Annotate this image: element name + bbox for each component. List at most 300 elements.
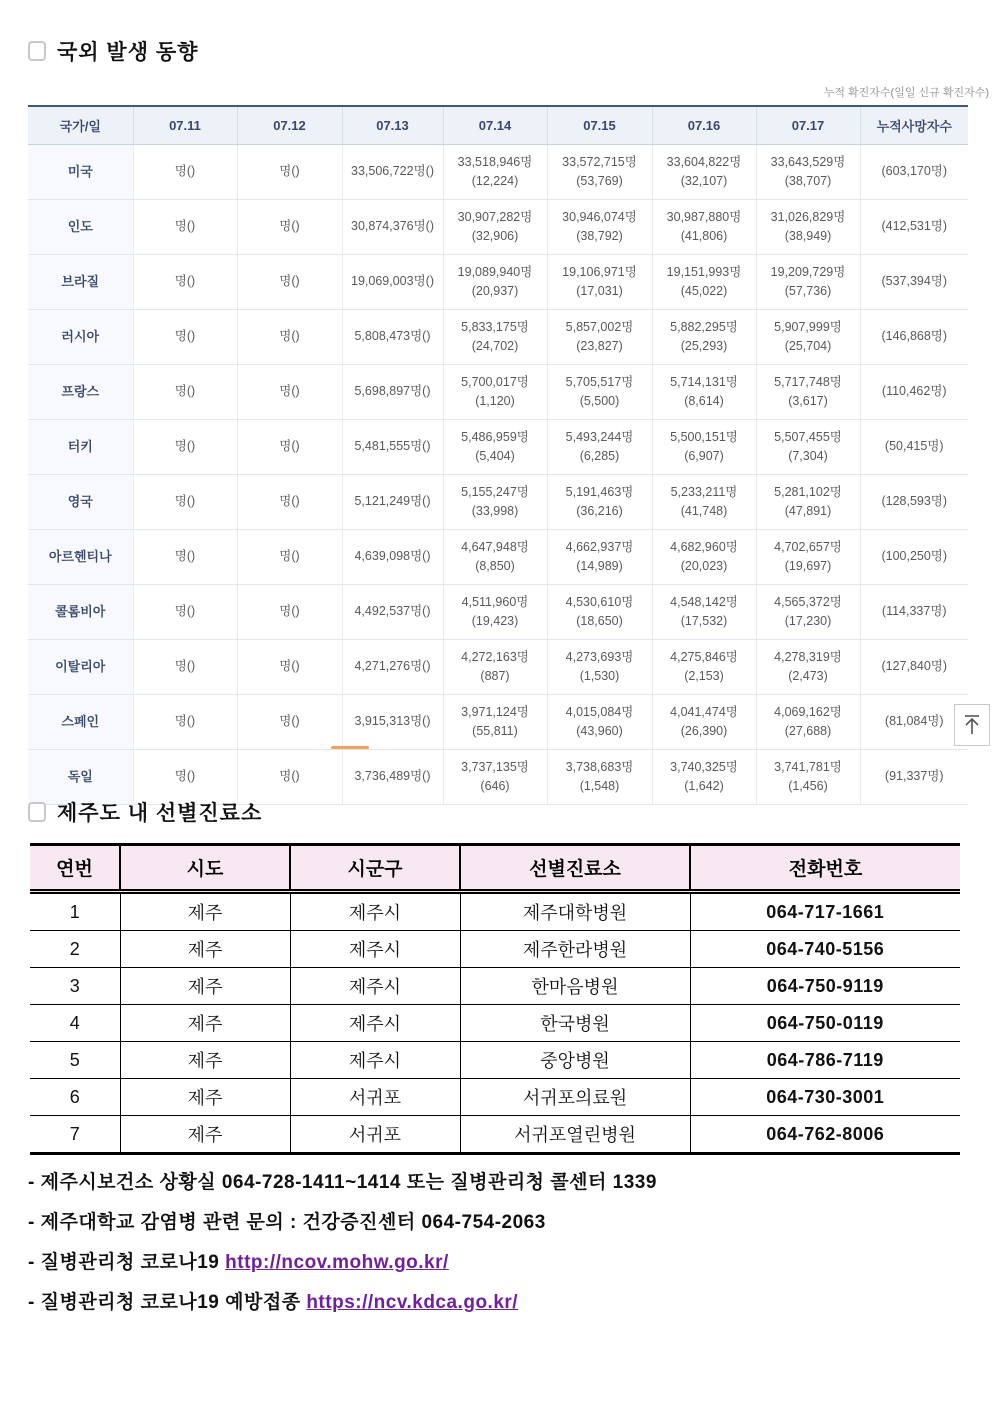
data-cell: 제주 [120,1116,290,1154]
data-cell [547,530,652,585]
cell-line: 5,481,555명() [354,439,431,454]
cell-line: 5,705,517명 [565,374,634,389]
cell-line: (33,998) [471,504,519,518]
table-row [28,420,968,475]
cell-line: (45,022) [680,284,728,298]
cell-line: (43,960) [576,724,623,738]
cell-line: 5,907,999명 [774,319,842,334]
cell-line: 19,089,940명 [457,264,533,279]
cell-line: 19,151,993명 [666,264,742,279]
data-cell [652,255,756,310]
data-cell [133,585,237,640]
cell-line: 4,662,937명 [565,539,634,554]
cell-line: 30,874,376명() [351,219,434,234]
cell-line: (17,532) [680,614,728,628]
data-cell: 제주 [120,931,290,968]
cell-line: 4,271,276명() [354,659,431,674]
cell-line: (17,031) [576,284,623,298]
table-row [30,1079,960,1116]
data-cell [860,750,968,805]
data-cell [547,255,652,310]
cell-line: (1,120) [475,394,515,408]
cell-line: (38,949) [784,229,832,243]
note-text: - 질병관리청 코로나19 [28,1252,226,1273]
data-cell [756,750,860,805]
cell-line: 명() [279,604,300,619]
note-text: - 제주대학교 감염병 관련 문의 : 건강증진센터 064-754-2063 [28,1212,546,1233]
cell-line: (2,153) [684,669,724,683]
cell-line: 19,069,003명() [351,274,434,289]
data-cell [756,475,860,530]
data-cell [652,145,756,200]
data-cell [547,475,652,530]
data-cell: 한국병원 [460,1005,690,1042]
cell-line: 명() [174,714,196,729]
cell-line: (32,107) [680,174,728,188]
clinics-table [30,843,960,1155]
cell-line: 명() [174,439,196,454]
cell-line: 33,604,822명 [666,154,742,169]
column-header: 07.12 [237,106,342,145]
cell-line: 명() [279,439,300,454]
cell-line: 19,209,729명 [770,264,846,279]
data-cell [342,585,443,640]
data-cell: 4 [30,1005,120,1042]
column-header: 07.14 [443,106,547,145]
column-header: 시도 [120,845,290,892]
cell-line: 명() [279,384,300,399]
data-cell [342,310,443,365]
section2-title [28,797,262,827]
data-cell [652,200,756,255]
data-cell [133,695,237,750]
data-cell [237,310,342,365]
section1-title [28,36,198,66]
clinics-table-body [30,892,960,1154]
cell-line: (20,937) [471,284,519,298]
cell-line: (20,023) [680,559,728,573]
data-cell [443,365,547,420]
data-cell [443,585,547,640]
data-cell [756,695,860,750]
cell-line: (38,707) [784,174,832,188]
cell-line: 33,518,946명 [457,154,533,169]
data-cell [443,640,547,695]
data-cell [443,475,547,530]
cell-line: 4,069,162명 [774,704,842,719]
table-row [28,585,968,640]
cell-line: 5,500,151명 [670,429,738,444]
data-cell [652,750,756,805]
cell-line: 31,026,829명 [770,209,846,224]
table-row [28,640,968,695]
data-cell: 중앙병원 [460,1042,690,1079]
cell-line: 19,106,971명 [562,264,637,279]
data-cell: 5 [30,1042,120,1079]
cell-line: 4,273,693명 [565,649,634,664]
data-cell [756,200,860,255]
data-cell [860,475,968,530]
data-cell [133,530,237,585]
data-cell: 제주 [120,1042,290,1079]
table1-unit-note: 누적 확진자수(일일 신규 확진자수) [823,87,989,99]
data-cell [237,640,342,695]
data-cell [342,695,443,750]
data-cell [443,145,547,200]
data-cell [342,750,443,805]
cell-line: (8,614) [684,394,724,408]
cell-line: (18,650) [576,614,623,628]
cell-line: (110,462명) [881,384,947,399]
data-cell [547,750,652,805]
table-row [30,1042,960,1079]
clinics-table-header-row [30,845,960,892]
overseas-table-scroll-area[interactable] [28,105,968,793]
checkbox-icon [28,41,46,61]
data-cell [443,255,547,310]
note-text: - 제주시보건소 상황실 064-728-1411~1414 또는 질병관리청 콜센터 1339 [28,1172,657,1193]
data-cell [547,200,652,255]
cell-line: 5,281,102명 [774,484,842,499]
cell-line: 4,639,098명() [354,549,431,564]
data-cell [237,255,342,310]
cell-line: 4,548,142명 [670,594,738,609]
data-cell: 서귀포의료원 [460,1079,690,1116]
note-line [28,1283,657,1323]
data-cell: 제주시 [290,892,460,931]
cell-line: 5,191,463명 [565,484,634,499]
cell-line: (19,423) [471,614,519,628]
cell-line: (53,769) [576,174,623,188]
cell-line: (1,548) [579,779,620,793]
cell-line: 명() [279,549,300,564]
table-row [28,365,968,420]
country-cell: 스페인 [28,695,133,750]
cell-line: 3,971,124명 [461,704,529,719]
data-cell [237,420,342,475]
data-cell [133,475,237,530]
table-row [28,530,968,585]
phone-cell: 064-750-0119 [690,1005,960,1042]
note-text: - 질병관리청 코로나19 예방접종 [28,1292,307,1313]
table-row [30,1116,960,1154]
data-cell: 제주 [120,1005,290,1042]
data-cell [756,145,860,200]
data-cell: 6 [30,1079,120,1116]
cell-line: (7,304) [788,449,828,463]
data-cell [237,475,342,530]
data-cell [342,530,443,585]
country-cell: 미국 [28,145,133,200]
data-cell: 제주시 [290,1042,460,1079]
cell-line: (537,394명) [881,274,948,289]
cell-line: 4,530,610명 [565,594,634,609]
cell-line: 5,493,244명 [565,429,634,444]
cell-line: 명() [279,164,300,179]
cell-line: 명() [174,549,196,564]
cell-line: 5,808,473명() [354,329,431,344]
data-cell [342,420,443,475]
data-cell [860,365,968,420]
data-cell [547,585,652,640]
table-row [28,145,968,200]
data-cell: 제주한라병원 [460,931,690,968]
cell-line: (603,170명) [881,164,948,179]
phone-cell: 064-717-1661 [690,892,960,931]
data-cell [133,365,237,420]
data-cell [443,750,547,805]
cell-line: (32,906) [471,229,519,243]
data-cell [133,310,237,365]
phone-cell: 064-740-5156 [690,931,960,968]
data-cell: 서귀포열린병원 [460,1116,690,1154]
data-cell [443,695,547,750]
data-cell [652,420,756,475]
country-cell: 콜롬비아 [28,585,133,640]
scroll-top-button[interactable] [954,704,990,746]
data-cell: 제주시 [290,1005,460,1042]
cell-line: 명() [279,329,300,344]
cell-line: 4,272,163명 [461,649,529,664]
table-row [28,200,968,255]
data-cell [342,475,443,530]
note-link[interactable]: http://ncov.mohw.go.kr/ [225,1252,449,1273]
data-cell [133,420,237,475]
cell-line: (2,473) [788,669,828,683]
section1-title-label: 국외 발생 동향 [57,41,199,64]
data-cell [860,640,968,695]
phone-cell: 064-750-9119 [690,968,960,1005]
data-cell [860,145,968,200]
data-cell [547,640,652,695]
data-cell: 한마음병원 [460,968,690,1005]
horizontal-scrollbar-thumb[interactable] [331,746,369,749]
country-cell: 영국 [28,475,133,530]
cell-line: (81,084명) [884,714,944,729]
note-line [28,1203,657,1243]
cell-line: (1,530) [579,669,620,683]
cell-line: 명() [279,274,300,289]
cell-line: 5,717,748명 [774,374,842,389]
cell-line: 33,643,529명 [770,154,846,169]
note-line [28,1243,657,1283]
cell-line: (50,415명) [884,439,944,454]
checkbox-icon [28,802,46,822]
table-row [28,695,968,750]
cell-line: 명() [174,329,196,344]
cell-line: 명() [174,659,196,674]
data-cell [652,530,756,585]
table-row [30,968,960,1005]
cell-line: 3,741,781명 [774,759,842,774]
data-cell [237,585,342,640]
cell-line: (127,840명) [881,659,948,674]
cell-line: 명() [174,164,196,179]
cell-line: (36,216) [576,504,623,518]
data-cell [547,695,652,750]
data-cell: 제주 [120,892,290,931]
data-cell [133,145,237,200]
data-cell [756,420,860,475]
contact-notes [28,1163,657,1323]
cell-line: (100,250명) [881,549,948,564]
cell-line: (128,593명) [881,494,948,509]
cell-line: 4,278,319명 [774,649,842,664]
data-cell: 제주시 [290,968,460,1005]
cell-line: (23,827) [576,339,623,353]
cell-line: (12,224) [471,174,519,188]
column-header: 전화번호 [690,845,960,892]
data-cell [443,200,547,255]
data-cell [237,200,342,255]
data-cell [756,585,860,640]
cell-line: 5,700,017명 [461,374,529,389]
data-cell [652,310,756,365]
cell-line: (14,989) [576,559,623,573]
data-cell [756,640,860,695]
cell-line: (146,868명) [881,329,948,344]
country-cell: 인도 [28,200,133,255]
data-cell [547,310,652,365]
cell-line: (19,697) [784,559,832,573]
country-cell: 이탈리아 [28,640,133,695]
overseas-table [28,105,968,805]
cell-line: 4,511,960명 [461,594,529,609]
data-cell: 제주 [120,968,290,1005]
cell-line: (6,285) [579,449,620,463]
column-header: 07.13 [342,106,443,145]
cell-line: 3,740,325명 [670,759,738,774]
data-cell [652,585,756,640]
table-row [30,931,960,968]
cell-line: 30,907,282명 [457,209,533,224]
cell-line: 5,882,295명 [670,319,738,334]
data-cell: 3 [30,968,120,1005]
data-cell [756,310,860,365]
cell-line: 명() [174,274,196,289]
country-cell: 브라질 [28,255,133,310]
table-row [28,310,968,365]
cell-line: (8,850) [475,559,515,573]
data-cell: 제주시 [290,931,460,968]
cell-line: 5,698,897명() [354,384,431,399]
cell-line: 4,682,960명 [670,539,738,554]
cell-line: 5,833,175명 [461,319,529,334]
cell-line: (1,456) [788,779,828,793]
cell-line: 명() [279,714,300,729]
data-cell [342,255,443,310]
cell-line: 4,565,372명 [774,594,842,609]
cell-line: 5,233,211명 [670,484,738,499]
data-cell: 1 [30,892,120,931]
cell-line: 4,275,846명 [670,649,738,664]
cell-line: 3,738,683명 [565,759,634,774]
cell-line: 명() [174,494,196,509]
table-row [28,255,968,310]
country-cell: 프랑스 [28,365,133,420]
note-link[interactable]: https://ncv.kdca.go.kr/ [306,1292,519,1313]
cell-line: (17,230) [784,614,832,628]
cell-line: 5,155,247명 [461,484,529,499]
cell-line: (55,811) [472,724,518,738]
cell-line: 4,647,948명 [461,539,529,554]
column-header: 연번 [30,845,120,892]
data-cell [652,475,756,530]
cell-line: 4,492,537명() [354,604,431,619]
cell-line: 33,572,715명 [562,154,637,169]
cell-line: (3,617) [788,394,828,408]
data-cell [342,145,443,200]
column-header: 07.15 [547,106,652,145]
cell-line: 명() [279,219,300,234]
data-cell [133,200,237,255]
column-header: 07.17 [756,106,860,145]
data-cell [237,695,342,750]
column-header: 국가/일 [28,106,133,145]
data-cell [547,420,652,475]
data-cell [756,365,860,420]
cell-line: 30,987,880명 [666,209,742,224]
data-cell: 서귀포 [290,1116,460,1154]
table-row [30,892,960,931]
cell-line: (25,704) [784,339,832,353]
column-header: 선별진료소 [460,845,690,892]
data-cell [342,365,443,420]
cell-line: 4,015,084명 [565,704,634,719]
data-cell: 서귀포 [290,1079,460,1116]
cell-line: 33,506,722명() [351,164,434,179]
note-line [28,1163,657,1203]
cell-line: 5,486,959명 [461,429,529,444]
arrow-up-to-bar-icon [962,714,982,736]
cell-line: (38,792) [576,229,623,243]
phone-cell: 064-786-7119 [690,1042,960,1079]
section2-title-label: 제주도 내 선별진료소 [57,802,263,825]
data-cell [547,145,652,200]
column-header: 07.16 [652,106,756,145]
data-cell: 제주 [120,1079,290,1116]
data-cell [860,310,968,365]
cell-line: (5,500) [579,394,620,408]
cell-line: (25,293) [680,339,728,353]
data-cell [237,365,342,420]
cell-line: (47,891) [784,504,832,518]
cell-line: 5,857,002명 [565,319,634,334]
column-header: 누적사망자수 [860,106,968,145]
cell-line: (646) [480,779,510,793]
cell-line: (57,736) [784,284,832,298]
cell-line: (41,748) [680,504,728,518]
data-cell [860,255,968,310]
cell-line: 3,736,489명() [354,769,431,784]
data-cell [860,200,968,255]
data-cell [237,145,342,200]
cell-line: 명() [279,769,300,784]
cell-line: (24,702) [471,339,519,353]
cell-line: (6,907) [684,449,724,463]
cell-line: (26,390) [680,724,728,738]
data-cell [133,255,237,310]
table-row [30,1005,960,1042]
cell-line: 명() [174,219,196,234]
cell-line: (5,404) [475,449,515,463]
data-cell [860,695,968,750]
data-cell [652,365,756,420]
cell-line: (412,531명) [881,219,948,234]
cell-line: 4,702,657명 [774,539,842,554]
cell-line: 명() [174,384,196,399]
cell-line: (1,642) [684,779,724,793]
